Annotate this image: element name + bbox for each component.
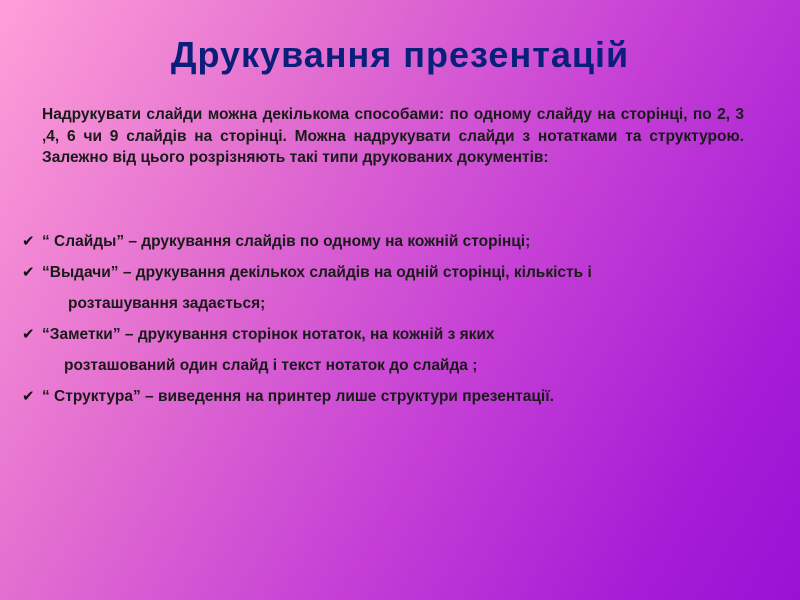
slide-title: Друкування презентацій — [170, 34, 630, 75]
checkmark-icon: ✔ — [22, 232, 35, 250]
bullet-text: розташований один слайд і текст нотаток до слайда ; — [64, 357, 478, 374]
checkmark-icon: ✔ — [22, 325, 35, 343]
bullet-item-notes — [22, 319, 782, 350]
bullet-list — [22, 226, 782, 412]
checkmark-icon: ✔ — [22, 263, 35, 281]
bullet-continuation — [22, 288, 782, 319]
bullet-item-slides — [22, 226, 782, 257]
bullet-text: розташування задається; — [68, 295, 266, 312]
bullet-text: “ Слайды” – друкування слайдів по одному на кожній сторінці; — [42, 233, 531, 250]
bullet-text: “ Структура” – виведення на принтер лише структури презентації. — [42, 388, 554, 405]
bullet-text: “Выдачи” – друкування декількох слайдів на одній сторінці, кількість і — [42, 264, 592, 281]
bullet-item-handouts — [22, 257, 782, 288]
bullet-text: “Заметки” – друкування сторінок нотаток, на кожній з яких — [42, 326, 495, 343]
bullet-item-outline — [22, 381, 782, 412]
intro-paragraph: Надрукувати слайди можна декількома способами: по одному слайду на сторінці, по 2, 3 ,4, 6 чи 9 слайдів на сторінці. Можна надрукувати слайди з нотатками та структурою. Залежно від цього розрізняють такі типи друкованих документів: — [42, 106, 744, 166]
bullet-continuation — [22, 350, 782, 381]
checkmark-icon: ✔ — [22, 387, 35, 405]
